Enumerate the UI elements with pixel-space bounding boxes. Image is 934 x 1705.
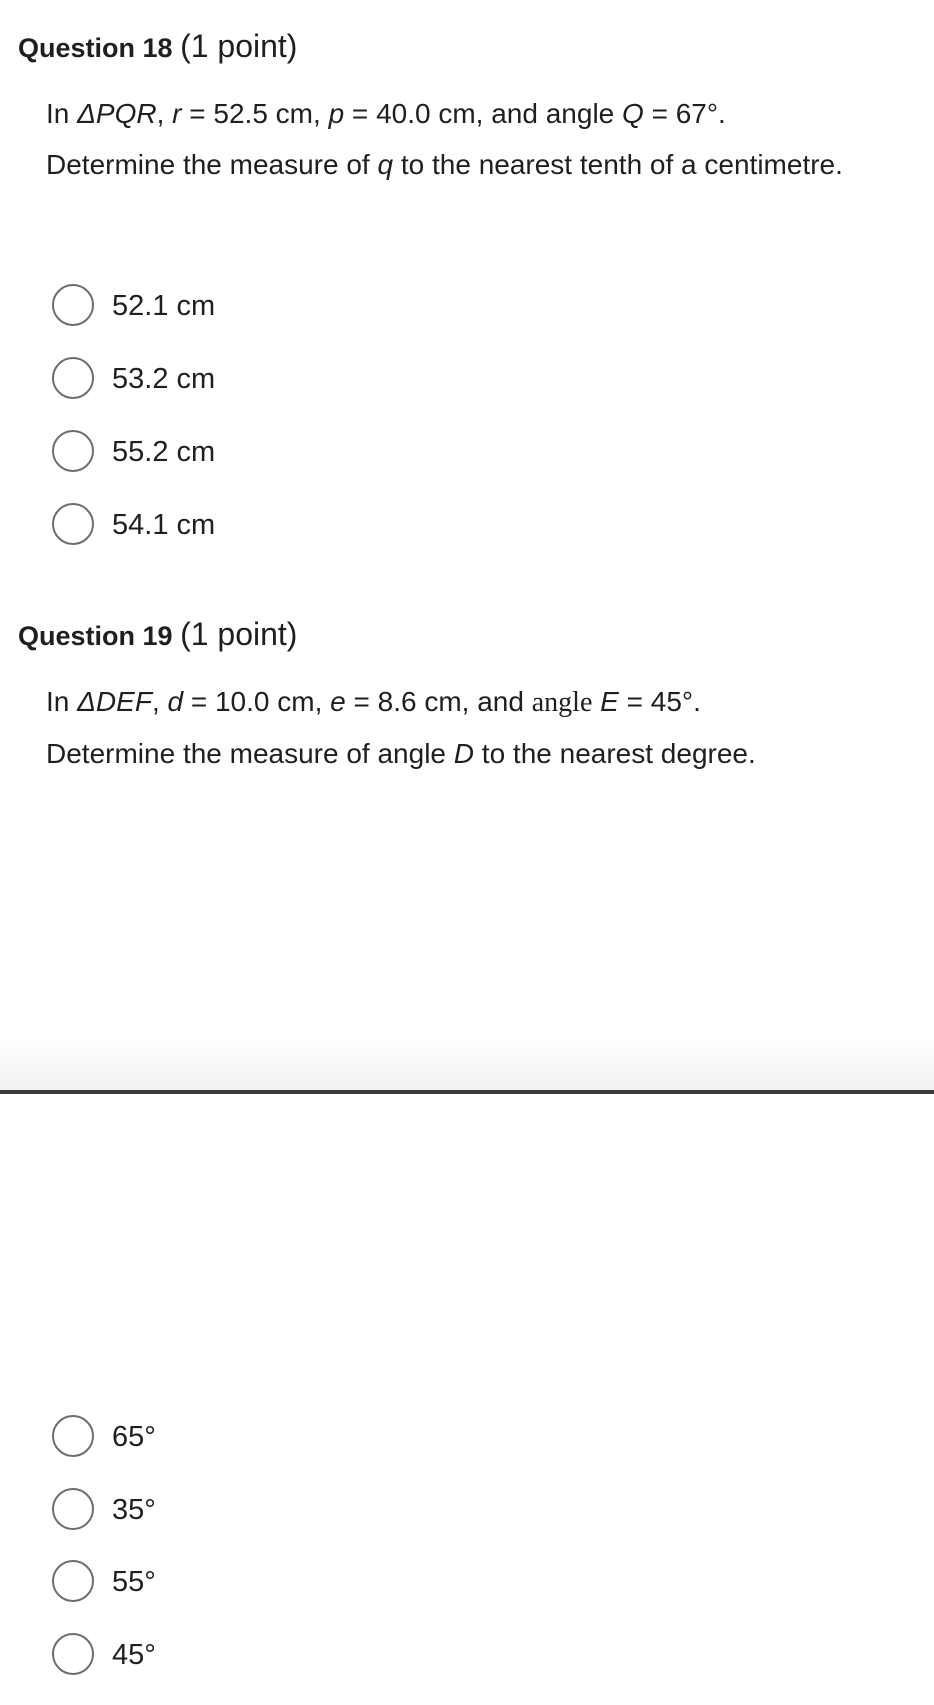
text-segment: Determine the measure of angle — [46, 738, 454, 769]
answer-option-label[interactable]: 55.2 cm — [112, 430, 215, 474]
text-segment: = 10.0 cm, — [183, 686, 330, 717]
answer-option[interactable] — [52, 284, 652, 357]
radio-button[interactable] — [52, 1633, 94, 1675]
question-prompt-line-2 — [46, 139, 906, 190]
text-segment: to the nearest tenth of a centimetre. — [393, 149, 843, 180]
variable: r — [172, 98, 181, 129]
question-label: Question 19 — [18, 621, 173, 651]
text-segment: to the nearest degree. — [474, 738, 756, 769]
question-text — [46, 676, 906, 779]
answer-options — [52, 284, 652, 576]
variable: p — [329, 98, 345, 129]
answer-option[interactable] — [52, 1415, 652, 1488]
answer-option-label[interactable]: 55° — [112, 1560, 156, 1604]
radio-button[interactable] — [52, 1415, 94, 1457]
radio-button[interactable] — [52, 357, 94, 399]
text-segment: Determine the measure of — [46, 149, 378, 180]
answer-option-label[interactable]: 54.1 cm — [112, 503, 215, 547]
question-label: Question 18 — [18, 33, 173, 63]
triangle-name: ΔPQR — [77, 98, 156, 129]
variable: E — [600, 686, 619, 717]
text-segment: angle — [532, 687, 593, 718]
answer-option-label[interactable]: 45° — [112, 1633, 156, 1677]
text-segment: = 52.5 cm, — [182, 98, 329, 129]
answer-option-label[interactable]: 53.2 cm — [112, 357, 215, 401]
question-heading — [18, 26, 297, 68]
variable: d — [168, 686, 184, 717]
text-segment: In — [46, 686, 77, 717]
answer-options — [52, 1415, 652, 1705]
text-segment: In — [46, 98, 77, 129]
variable: q — [378, 149, 394, 180]
answer-option[interactable] — [52, 1488, 652, 1561]
text-segment: = 8.6 cm, and — [346, 686, 532, 717]
variable: e — [330, 686, 346, 717]
variable: D — [454, 738, 474, 769]
answer-option-label[interactable]: 35° — [112, 1488, 156, 1532]
answer-option[interactable] — [52, 1560, 652, 1633]
radio-button[interactable] — [52, 284, 94, 326]
question-heading — [18, 614, 297, 656]
question-points: (1 point) — [180, 616, 297, 652]
answer-option[interactable] — [52, 357, 652, 430]
answer-option-label[interactable]: 52.1 cm — [112, 284, 215, 328]
question-prompt-line-1 — [46, 676, 906, 728]
bottom-edge-bar — [0, 1090, 934, 1094]
answer-option[interactable] — [52, 503, 652, 576]
answer-option-label[interactable]: 65° — [112, 1415, 156, 1459]
question-points: (1 point) — [180, 28, 297, 64]
text-segment — [592, 686, 600, 717]
triangle-name: ΔDEF — [77, 686, 152, 717]
bottom-shadow — [0, 1034, 934, 1094]
radio-button[interactable] — [52, 503, 94, 545]
question-prompt-line-1 — [46, 88, 906, 139]
answer-option[interactable] — [52, 430, 652, 503]
text-segment: = 67°. — [644, 98, 726, 129]
text-segment: , — [152, 686, 168, 717]
text-segment: , — [157, 98, 173, 129]
text-segment: = 45°. — [619, 686, 701, 717]
variable: Q — [622, 98, 644, 129]
radio-button[interactable] — [52, 1488, 94, 1530]
question-prompt-line-2 — [46, 728, 906, 779]
question-text — [46, 88, 906, 190]
radio-button[interactable] — [52, 1560, 94, 1602]
text-segment: = 40.0 cm, and angle — [344, 98, 622, 129]
answer-option[interactable] — [52, 1633, 652, 1705]
radio-button[interactable] — [52, 430, 94, 472]
